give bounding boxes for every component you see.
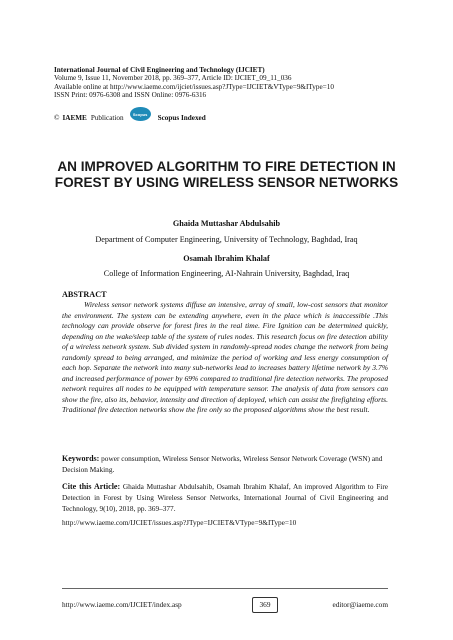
publisher-name: IAEME [62,114,87,122]
scopus-indexed-label: Scopus Indexed [157,114,206,122]
copyright-symbol: © [54,114,60,122]
scopus-logo-text: Scopus [132,111,148,117]
paper-title: AN IMPROVED ALGORITHM TO FIRE DETECTION IN FOREST BY USING WIRELESS SENSOR NETWORKS [54,159,399,191]
volume-info: Volume 9, Issue 11, November 2018, pp. 369–377, Article ID: IJCIET_09_11_036 [54,74,292,83]
publication-label: Publication [90,114,124,122]
keywords-label: Keywords: [62,454,100,463]
author-name: Osamah Ibrahim Khalaf [183,254,270,263]
abstract-text: Wireless sensor network systems diffuse an intensive, array of small, low-cost sensors that monitor the environment. The system can be extending anywhere, even in the place which is inaccessible .This technology can provide observe for forest fires in the real time. Fire Ignition can be determined quickly, depending on the wake/sleep table of the system of rules nodes. This research focus on fire detection ability of a wireless network system. Sub divided system in randomly-spread nodes change the network from being randomly spread to being arranged, and minimize the period of working and less energy consumption of each hop. Separate the network into many sub-networks lead to increases battery lifetime network by 3.7% and increased performance of power by 69% compared to traditional fire detection networks. The proposed network requires all nodes to be equipped with temperature sensor. The analysis of data from sensors can show the fire, also its, behavior, intensity and direction of deployed, which can assist the firefighting efforts. Traditional fire detection networks show the fire only so the proposed algorithms show the best result. [62,300,388,415]
availability-line: Available online at http://www.iaeme.com/ijciet/issues.asp?JType=IJCIET&VType=9&IType=10 [54,82,334,91]
footer-email-link[interactable]: editor@iaeme.com [332,600,388,609]
author-affiliation: Department of Computer Engineering, University of Technology, Baghdad, Iraq [95,235,358,244]
journal-name: International Journal of Civil Engineering and Technology (IJCIET) [54,66,265,74]
footer-divider [62,588,388,589]
journal-header [54,66,404,100]
abstract-heading: ABSTRACT [62,290,107,299]
footer-journal-link[interactable]: http://www.iaeme.com/IJCIET/index.asp [62,600,182,609]
article-link[interactable]: http://www.iaeme.com/IJCIET/issues.asp?JType=IJCIET&VType=9&IType=10 [62,518,297,527]
keywords-text: power consumption, Wireless Sensor Networks, Wireless Sensor Network Coverage (WSN) and Decision Making. [62,454,383,474]
cite-text: Ghaida Muttashar Abdulsahib, Osamah Ibrahim Khalaf, An improved Algorithm to Fire Detection in Forest by Using Wireless Sensor Networks, International Journal of Civil Engineering and Technology, 9(10), 2018, pp. 369–377. [62,482,388,513]
publisher-row [54,111,206,125]
keywords-section [62,454,388,476]
author-name: Ghaida Muttashar Abdulsahib [172,219,281,228]
cite-label: Cite this Article: [62,482,121,491]
page-number: 369 [252,597,278,613]
scopus-logo [130,107,151,121]
citation-section [62,482,388,514]
issn-line: ISSN Print: 0976-6308 and ISSN Online: 0976-6316 [54,91,207,100]
author-affiliation: College of Information Engineering, AI-Nahrain University, Baghdad, Iraq [103,269,350,278]
